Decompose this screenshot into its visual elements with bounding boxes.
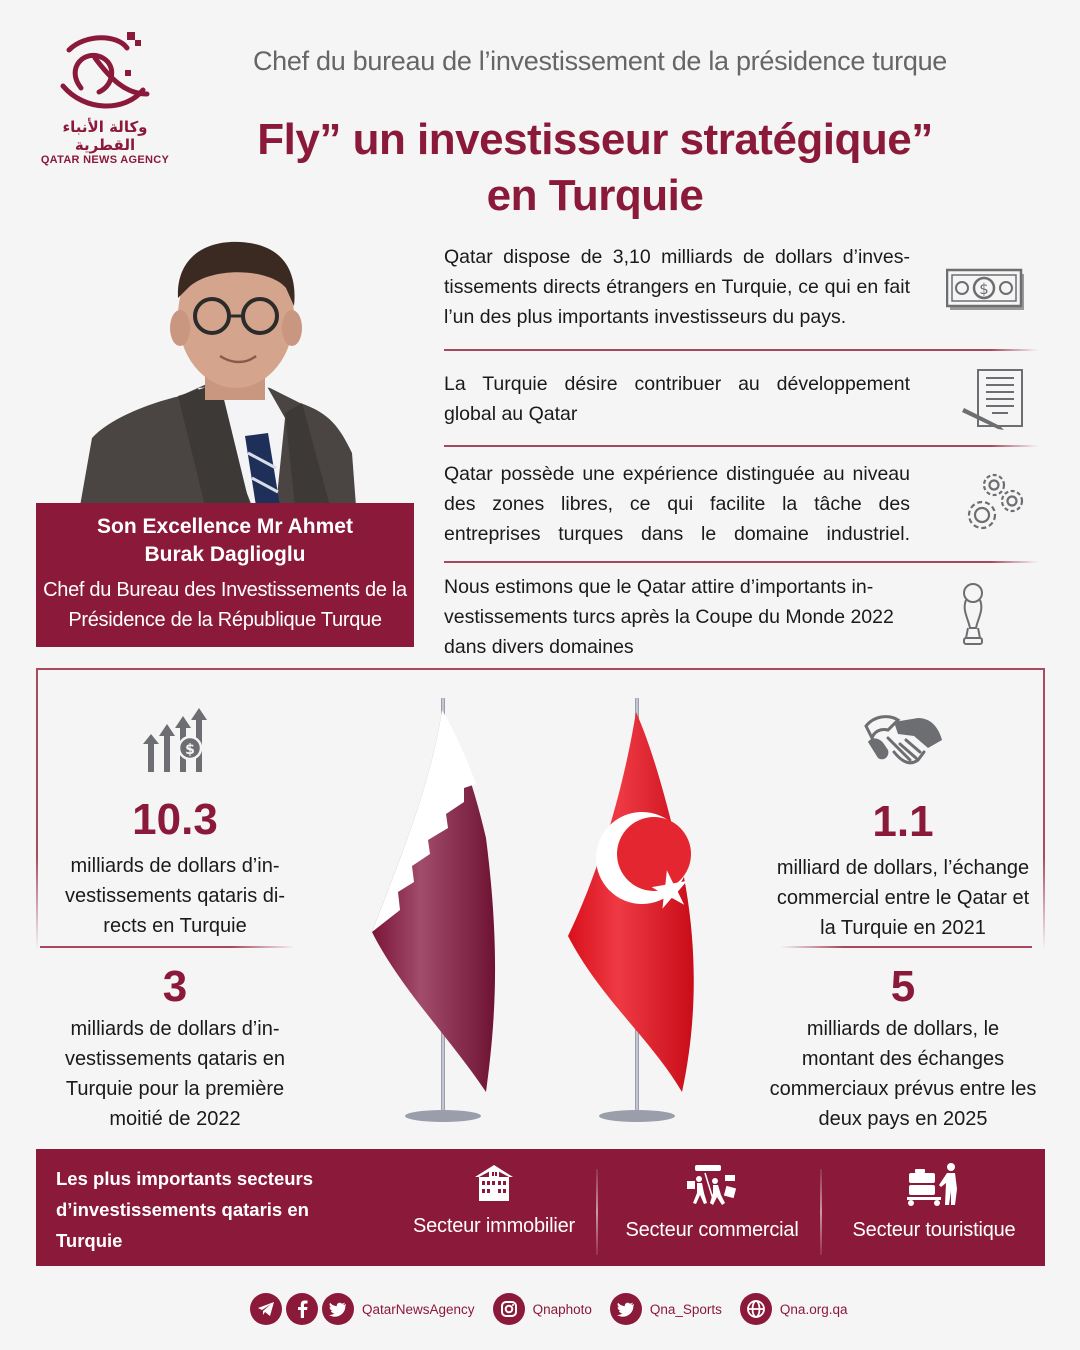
fact-divider (444, 445, 1038, 447)
logo-arabic-name: وكالة الأنباء القطرية (62, 118, 148, 154)
fact-text: Qatar dispose de 3,10 milliards de dollars d’inves-tissements directs étrangers en Turquie, ce qui en fait l’un des plus importants investisseurs du pays. (444, 246, 910, 328)
sector-label: Secteur commercial (625, 1219, 799, 1241)
sectors-banner (36, 1149, 1045, 1266)
sector-label: Secteur immobilier (412, 1215, 575, 1237)
sector-separator (820, 1169, 822, 1255)
globe-icon[interactable] (740, 1293, 772, 1325)
social-handle-sports[interactable]: Qna_Sports (649, 1301, 722, 1317)
page-subtitle: Chef du bureau de l’investissement de la présidence turque (252, 46, 948, 76)
money-bill-icon (946, 268, 1026, 316)
luggage-trolley-icon (824, 1163, 1044, 1211)
fact-item (444, 459, 1044, 549)
profile-name-line-2: Burak Daglioglu (144, 543, 306, 566)
stat-value: 3 (162, 962, 188, 1011)
world-cup-trophy-icon (958, 582, 988, 652)
profile-role-line-2: Présidence de la République Turque (68, 609, 382, 631)
fact-text: Nous estimons que le Qatar attire d’importants in-vestissements turcs après la Coupe du Monde 2022 dans divers domaines (444, 576, 894, 658)
stat-item (768, 962, 1038, 1134)
fact-text: La Turquie désire contribuer au développement global au Qatar (444, 373, 910, 425)
stat-item (768, 708, 1038, 943)
stat-divider (40, 946, 295, 948)
social-handle-website[interactable]: Qna.org.qa (779, 1301, 848, 1317)
sector-commercial (602, 1163, 822, 1242)
sector-real-estate (384, 1163, 604, 1238)
fact-item (444, 242, 1044, 332)
facebook-icon[interactable] (286, 1293, 318, 1325)
stat-description: milliards de dollars d’in-vestissements qataris en Turquie pour la première moitié de 2022 (64, 1018, 286, 1130)
portrait-photo (40, 228, 412, 506)
building-icon (384, 1163, 604, 1207)
qna-emblem-icon (55, 28, 155, 116)
document-pen-icon (962, 368, 1026, 434)
instagram-icon[interactable] (493, 1293, 525, 1325)
fact-item (444, 369, 1044, 429)
fact-divider (444, 349, 1038, 351)
stat-description: milliard de dollars, l’échange commercial entre le Qatar et la Turquie en 2021 (776, 857, 1030, 939)
fact-item (444, 572, 1044, 662)
sector-label: Secteur touristique (852, 1219, 1016, 1241)
stat-description: milliards de dollars d’in-vestissements qataris di-rects en Turquie (64, 855, 286, 937)
fact-text: Qatar possède une expérience distinguée au niveau des zones libres, ce qui facilite la tâche des entreprises turques dans le domaine industriel. (444, 463, 910, 545)
fact-divider (444, 561, 1038, 563)
growth-arrows-dollar-icon (40, 708, 310, 783)
social-footer (250, 1292, 865, 1326)
title-line-2: en Turquie (486, 171, 704, 220)
stat-value: 1.1 (872, 797, 934, 846)
title-line-1: Fly” un investisseur stratégique” (257, 115, 933, 164)
stat-item (40, 708, 310, 941)
twitter-icon[interactable] (322, 1293, 354, 1325)
sectors-heading: Les plus importants secteurs d’investissements qataris en Turquie (56, 1168, 314, 1251)
profile-name-line-1: Son Excellence Mr Ahmet (97, 515, 353, 538)
handshake-icon (768, 708, 1038, 783)
stat-description: milliards de dollars, le montant des échanges commerciaux prévus entre les deux pays en 2025 (769, 1018, 1037, 1130)
trade-people-icon (602, 1163, 822, 1211)
gears-icon (960, 471, 1026, 541)
svg-text:$: $ (979, 280, 989, 298)
page-title (180, 112, 1010, 224)
social-handle-instagram[interactable]: Qnaphoto (532, 1301, 592, 1317)
stat-item (40, 962, 310, 1134)
sector-separator (596, 1169, 598, 1255)
social-handle-main[interactable]: QatarNewsAgency (362, 1301, 475, 1317)
telegram-icon[interactable] (250, 1293, 282, 1325)
profile-role-line-1: Chef du Bureau des Investissements de la (43, 579, 407, 601)
qatar-turkey-flags (360, 688, 740, 1128)
stat-divider (780, 946, 1032, 948)
sector-tourism (824, 1163, 1044, 1242)
stat-value: 10.3 (132, 795, 218, 844)
logo-english-name: QATAR NEWS AGENCY (40, 154, 170, 166)
svg-text:$: $ (185, 742, 195, 758)
twitter-icon[interactable] (610, 1293, 642, 1325)
stat-value: 5 (890, 962, 916, 1011)
qna-logo (30, 28, 180, 166)
profile-name-card (36, 503, 414, 647)
